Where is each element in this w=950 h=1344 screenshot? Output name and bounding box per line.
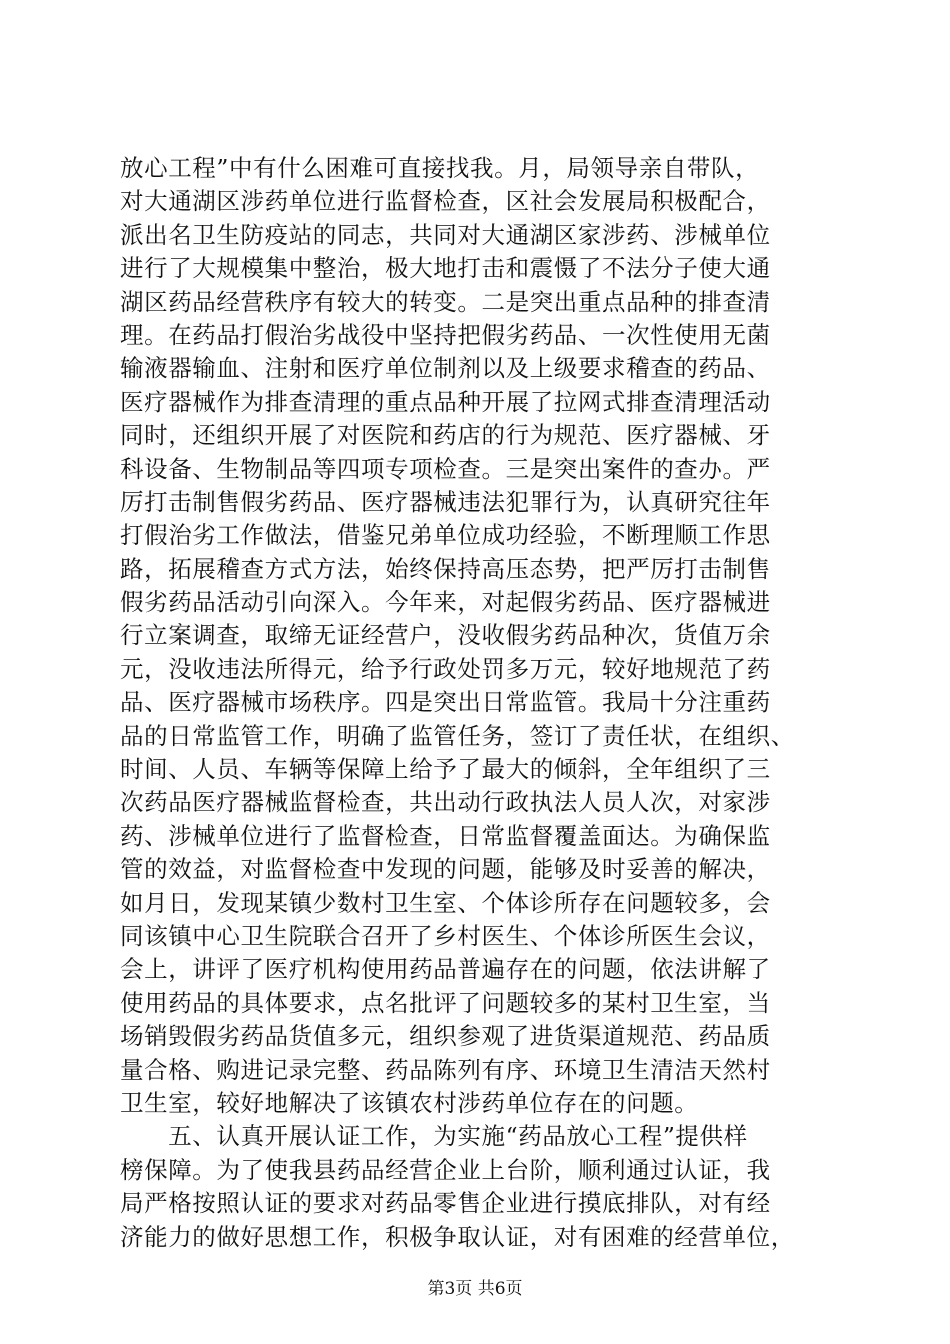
text-line: 品、医疗器械市场秩序。四是突出日常监管。我局十分注重药 [120, 688, 771, 717]
text-line: 放心工程”中有什么困难可直接找我。月，局领导亲自带队， [120, 154, 760, 182]
text-line: 元，没收违法所得元，给予行政处罚多万元，较好地规范了药 [120, 654, 771, 683]
text-line: 管的效益，对监督检查中发现的问题，能够及时妥善的解决， [120, 855, 771, 884]
text-line: 五、认真开展认证工作，为实施“药品放心工程”提供样 [120, 1122, 748, 1151]
text-line: 同该镇中心卫生院联合召开了乡村医生、个体诊所医生会议， [120, 921, 771, 950]
text-line: 量合格、购进记录完整、药品陈列有序、环境卫生清洁天然村 [120, 1055, 771, 1084]
text-line: 假劣药品活动引向深入。今年来，对起假劣药品、医疗器械进 [120, 588, 771, 617]
text-line: 湖区药品经营秩序有较大的转变。二是突出重点品种的排查清 [120, 287, 771, 316]
text-line: 输液器输血、注射和医疗单位制剂以及上级要求稽查的药品、 [120, 354, 771, 383]
text-line: 场销毁假劣药品货值多元，组织参观了进货渠道规范、药品质 [120, 1022, 771, 1051]
text-line: 局严格按照认证的要求对药品零售企业进行摸底排队，对有经 [120, 1189, 771, 1218]
text-line: 会上，讲评了医疗机构使用药品普遍存在的问题，依法讲解了 [120, 955, 771, 984]
text-line: 如月日，发现某镇少数村卫生室、个体诊所存在问题较多，会 [120, 888, 771, 917]
text-line: 厉打击制售假劣药品、医疗器械违法犯罪行为，认真研究往年 [120, 487, 771, 516]
text-line: 药、涉械单位进行了监督检查，日常监督覆盖面达。为确保监 [120, 821, 771, 850]
text-line: 路，拓展稽查方式方法，始终保持高压态势，把严厉打击制售 [120, 554, 771, 583]
text-line: 品的日常监管工作，明确了监管任务，签订了责任状，在组织、 [120, 721, 795, 750]
text-line: 使用药品的具体要求，点名批评了问题较多的某村卫生室，当 [120, 988, 771, 1017]
text-line: 卫生室，较好地解决了该镇农村涉药单位存在的问题。 [120, 1088, 699, 1117]
text-line: 榜保障。为了使我县药品经营企业上台阶，顺利通过认证，我 [120, 1155, 771, 1184]
text-line: 派出名卫生防疫站的同志，共同对大通湖区家涉药、涉械单位 [120, 220, 771, 249]
text-line: 医疗器械作为排查清理的重点品种开展了拉网式排查清理活动 [120, 387, 771, 416]
text-line: 打假治劣工作做法，借鉴兄弟单位成功经验，不断理顺工作思 [120, 521, 771, 550]
text-line: 次药品医疗器械监督检查，共出动行政执法人员人次，对家涉 [120, 788, 771, 817]
body-text [120, 152, 840, 1254]
text-line: 科设备、生物制品等四项专项检查。三是突出案件的查办。严 [120, 454, 771, 483]
text-line: 时间、人员、车辆等保障上给予了最大的倾斜，全年组织了三 [120, 755, 771, 784]
page-footer: 第3页 共6页 [427, 1279, 523, 1299]
text-line: 理。在药品打假治劣战役中坚持把假劣药品、一次性使用无菌 [120, 320, 771, 349]
text-line: 济能力的做好思想工作，积极争取认证，对有困难的经营单位， [120, 1222, 795, 1251]
text-line: 同时，还组织开展了对医院和药店的行为规范、医疗器械、牙 [120, 421, 771, 450]
text-line: 行立案调查，取缔无证经营户，没收假劣药品种次，货值万余 [120, 621, 771, 650]
text-line: 对大通湖区涉药单位进行监督检查，区社会发展局积极配合， [120, 187, 771, 216]
text-line: 进行了大规模集中整治，极大地打击和震慑了不法分子使大通 [120, 254, 771, 283]
